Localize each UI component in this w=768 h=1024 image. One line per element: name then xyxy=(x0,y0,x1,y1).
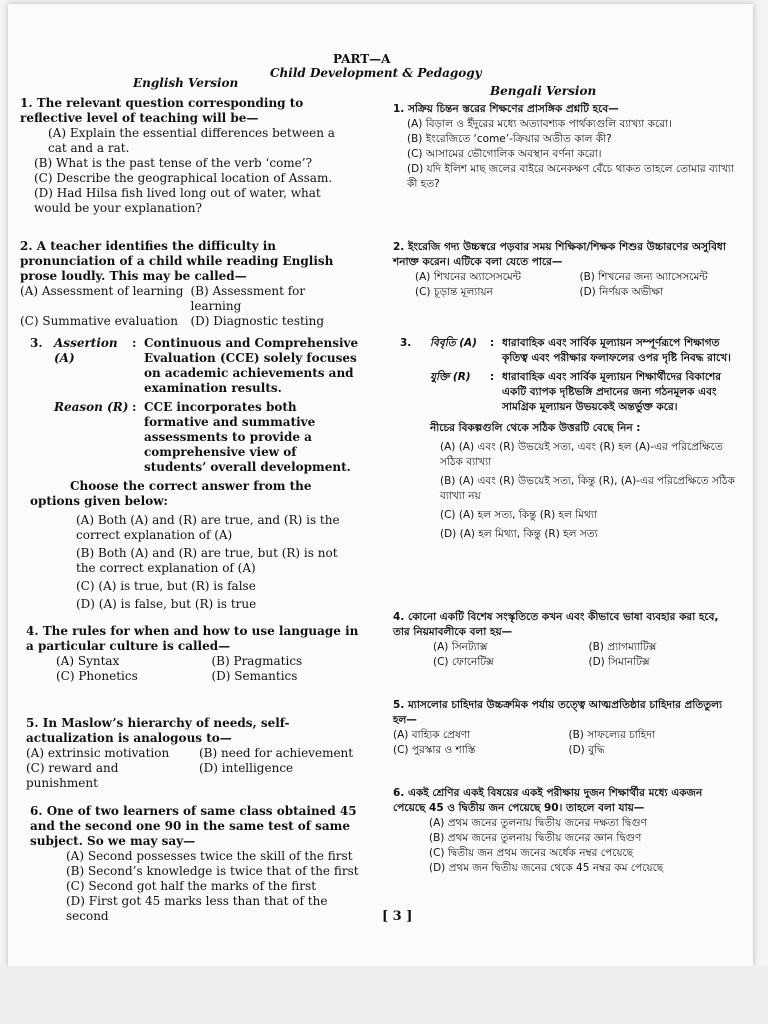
reason-text: ধারাবাহিক এবং সার্বিক মূল্যায়ন শিক্ষার্থীদের বিকাশের একটি ব্যাপক দৃষ্টিভঙ্গি প্রদানের জন্য গঠনমূলক এবং সামগ্রিক মূল্যায়ন উভয়কেই অন্তর্ভুক্ত করে। xyxy=(502,371,722,413)
option-c: (C) ফোনেটিক্স xyxy=(433,656,494,668)
option-d: (D) First got 45 marks less than that of the second xyxy=(66,894,328,923)
option-c: (C) reward and punishment xyxy=(26,761,119,790)
option-c: (C) (A) is true, but (R) is false xyxy=(76,579,256,593)
option-d: (D) প্রথম জন দ্বিতীয় জনের থেকে 45 নম্বর কম পেয়েছে xyxy=(429,862,664,874)
option-b: (B) Both (A) and (R) are true, but (R) is not the correct explanation of (A) xyxy=(76,546,338,575)
option-d: (D) Had Hilsa fish lived long out of water, what would be your explanation? xyxy=(34,186,321,215)
english-version-heading: English Version xyxy=(133,76,239,90)
option-c: (C) Summative evaluation xyxy=(20,314,178,328)
question-number: 3. xyxy=(400,337,412,349)
option-d: (D) (A) হল মিথ্যা, কিন্তু (R) হল সত্য xyxy=(440,528,598,540)
option-b: (B) সাফল্যের চাহিদা xyxy=(568,729,655,741)
english-question-3 xyxy=(30,336,360,612)
english-question-5 xyxy=(26,716,366,791)
bengali-question-2 xyxy=(393,240,738,300)
question-number: 3. xyxy=(30,336,43,350)
subject-heading: Child Development & Pedagogy xyxy=(270,66,482,80)
assertion-label: বিবৃতি (A) xyxy=(430,337,477,349)
question-stem: 6. একই শ্রেণির একই বিষয়ের একই পরীক্ষায় দুজন শিক্ষার্থীর মধ্যে একজন পেয়েছে 45 ও দ্বিতীয় জন পেয়েছে 90। তাহলে বলা যায়— xyxy=(393,787,703,814)
option-b: (B) need for achievement xyxy=(199,746,354,760)
option-d: (D) Diagnostic testing xyxy=(190,314,325,328)
reason-row: যুক্তি (R) : ধারাবাহিক এবং সার্বিক মূল্যায়ন শিক্ষার্থীদের বিকাশের একটি ব্যাপক দৃষ্টিভঙ্গি প্রদানের জন্য গঠনমূলক এবং সামগ্রিক মূল্যায়ন উভয়কেই অন্তর্ভুক্ত করে। xyxy=(400,370,740,415)
option-d: (D) নির্ণয়ক অভীক্ষা xyxy=(579,286,664,298)
part-heading: PART—A xyxy=(333,52,391,66)
assertion-text: Continuous and Comprehensive Evaluation (CCE) solely focuses on academic achievements and examination results. xyxy=(144,336,359,395)
option-a: (A) extrinsic motivation xyxy=(26,746,170,760)
question-stem: 2. ইংরেজি গদ্য উচ্চস্বরে পড়বার সময় শিক্ষিকা/শিক্ষক শিশুর উচ্চারণের অসুবিধা শনাক্ত করেন। এটিকে বলা যেতে পারে— xyxy=(393,241,726,268)
option-b: (B) প্রথম জনের তুলনায় দ্বিতীয় জনের জ্ঞান দ্বিগুণ xyxy=(429,832,642,844)
option-a: (A) (A) এবং (R) উভয়েই সত্য, এবং (R) হল (A)-এর পরিপ্রেক্ষিতে সঠিক ব্যাখ্যা xyxy=(440,441,723,468)
reason-row: Reason (R) : CCE incorporates both formative and summative assessments to provide a comprehensive view of students’ overall development. xyxy=(30,400,360,475)
option-b: (B) Assessment for learning xyxy=(190,284,306,313)
question-instruction: নীচের বিকল্পগুলি থেকে সঠিক উত্তরটি বেছে নিন : xyxy=(430,422,641,434)
option-d: (D) যদি ইলিশ মাছ জলের বাইরে অনেকক্ষণ বেঁচে থাকত তাহলে তোমার ব্যাখ্যা কী হত? xyxy=(407,163,734,190)
page-number: [ 3 ] xyxy=(382,909,413,924)
question-stem: 5. ম্যাসলোর চাহিদার উচ্চক্রমিক পর্যায় তত্ত্বে আত্মপ্রতিষ্ঠার চাহিদার প্রতিতুল্য হল— xyxy=(393,699,723,726)
question-stem: 1. The relevant question corresponding to reflective level of teaching will be— xyxy=(20,96,304,125)
reason-label: যুক্তি (R) xyxy=(430,371,471,383)
reason-text: CCE incorporates both formative and summative assessments to provide a comprehensive view of students’ overall development. xyxy=(144,400,351,474)
option-b: (B) Pragmatics xyxy=(211,654,303,668)
option-b: (B) Second’s knowledge is twice that of the first xyxy=(66,864,359,878)
option-c: (C) Phonetics xyxy=(56,669,138,683)
question-stem: 2. A teacher identifies the difficulty in pronunciation of a child while reading English prose loudly. This may be called— xyxy=(20,239,334,283)
reason-label: Reason (R) xyxy=(54,400,129,414)
option-b: (B) প্র্যাগম্যাটিক্স xyxy=(588,641,657,653)
option-d: (D) intelligence xyxy=(199,761,294,775)
option-a: (A) Assessment of learning xyxy=(20,284,184,298)
question-stem: 4. The rules for when and how to use language in a particular culture is called— xyxy=(26,624,359,653)
option-c: (C) আসামের ভৌগোলিক অবস্থান বর্ণনা করো। xyxy=(407,148,602,160)
question-stem: 5. In Maslow’s hierarchy of needs, self-actualization is analogous to— xyxy=(26,716,290,745)
question-stem: 4. কোনো একটি বিশেষ সংস্কৃতিতে কখন এবং কীভাবে ভাষা ব্যবহার করা হবে, তার নিয়মাবলীকে বলা হয়— xyxy=(393,611,719,638)
assertion-row: 3. Assertion (A) : Continuous and Comprehensive Evaluation (CCE) solely focuses on academic achievements and examination results. xyxy=(30,336,359,395)
option-a: (A) Both (A) and (R) are true, and (R) is the correct explanation of (A) xyxy=(76,513,340,542)
assertion-label: Assertion (A) xyxy=(54,336,118,365)
option-d: (D) Semantics xyxy=(211,669,298,683)
english-question-2 xyxy=(20,239,355,329)
bengali-question-4 xyxy=(393,610,738,670)
option-c: (C) দ্বিতীয় জন প্রথম জনের অর্ধেক নম্বর পেয়েছে xyxy=(429,847,634,859)
option-d: (D) (A) is false, but (R) is true xyxy=(76,597,257,611)
bengali-question-5 xyxy=(393,698,738,758)
option-a: (A) Syntax xyxy=(56,654,120,668)
bengali-question-1 xyxy=(393,102,738,192)
option-a: (A) বিড়াল ও ইঁদুরের মধ্যে অত্যাবশ্যক পার্থক্যগুলি ব্যাখ্যা করো। xyxy=(407,118,672,130)
question-instruction: Choose the correct answer from the options given below: xyxy=(30,479,312,508)
assertion-row: 3. বিবৃতি (A) : ধারাবাহিক এবং সার্বিক মূল্যায়ন সম্পূর্ণরূপে শিক্ষাগত কৃতিত্ব এবং পরীক্ষার ফলাফলের ওপর দৃষ্টি নিবদ্ধ রাখে। xyxy=(400,336,740,366)
option-d: (D) সিমানটিক্স xyxy=(588,656,650,668)
option-a: (A) শিখনের অ্যাসেসমেন্ট xyxy=(415,271,522,283)
option-a: (A) Explain the essential differences between a cat and a rat. xyxy=(48,126,335,155)
option-a: (A) Second possesses twice the skill of the first xyxy=(66,849,353,863)
bengali-question-3 xyxy=(400,336,740,542)
option-b: (B) What is the past tense of the verb ‘come’? xyxy=(34,156,313,170)
option-c: (C) পুরস্কার ও শাস্তি xyxy=(393,744,476,756)
question-stem: 1. সক্রিয় চিন্তন স্তরের শিক্ষণের প্রাসঙ্গিক প্রশ্নটি হবে— xyxy=(393,103,619,115)
option-b: (B) ইংরেজিতে ‘come’-ক্রিয়ার অতীত কাল কী? xyxy=(407,133,612,145)
option-b: (B) (A) এবং (R) উভয়েই সত্য, কিন্তু (R), (A)-এর পরিপ্রেক্ষিতে সঠিক ব্যাখ্যা নয় xyxy=(440,475,735,502)
exam-page xyxy=(8,4,753,966)
option-a: (A) বাহ্যিক প্রেষণা xyxy=(393,729,471,741)
assertion-text: ধারাবাহিক এবং সার্বিক মূল্যায়ন সম্পূর্ণরূপে শিক্ষাগত কৃতিত্ব এবং পরীক্ষার ফলাফলের ওপর দৃষ্টি নিবদ্ধ রাখে। xyxy=(502,337,731,364)
page-background xyxy=(0,966,768,1024)
bengali-question-6 xyxy=(393,786,738,876)
option-c: (C) চূড়ান্ত মূল্যায়ন xyxy=(415,286,493,298)
english-question-4 xyxy=(26,624,361,684)
option-a: (A) সিনট্যাক্স xyxy=(433,641,488,653)
option-b: (B) শিখনের জন্য অ্যাসেসমেন্ট xyxy=(579,271,708,283)
question-stem: 6. One of two learners of same class obtained 45 and the second one 90 in the same test of same subject. So we may say— xyxy=(30,804,357,848)
option-c: (C) (A) হল সত্য, কিন্তু (R) হল মিথ্যা xyxy=(440,509,597,521)
option-c: (C) Describe the geographical location of Assam. xyxy=(34,171,333,185)
english-question-1 xyxy=(20,96,355,216)
option-d: (D) বুদ্ধি xyxy=(568,744,605,756)
option-a: (A) প্রথম জনের তুলনায় দ্বিতীয় জনের দক্ষতা দ্বিগুণ xyxy=(429,817,647,829)
bengali-version-heading: Bengali Version xyxy=(490,84,597,98)
english-question-6 xyxy=(30,804,370,924)
option-c: (C) Second got half the marks of the first xyxy=(66,879,317,893)
